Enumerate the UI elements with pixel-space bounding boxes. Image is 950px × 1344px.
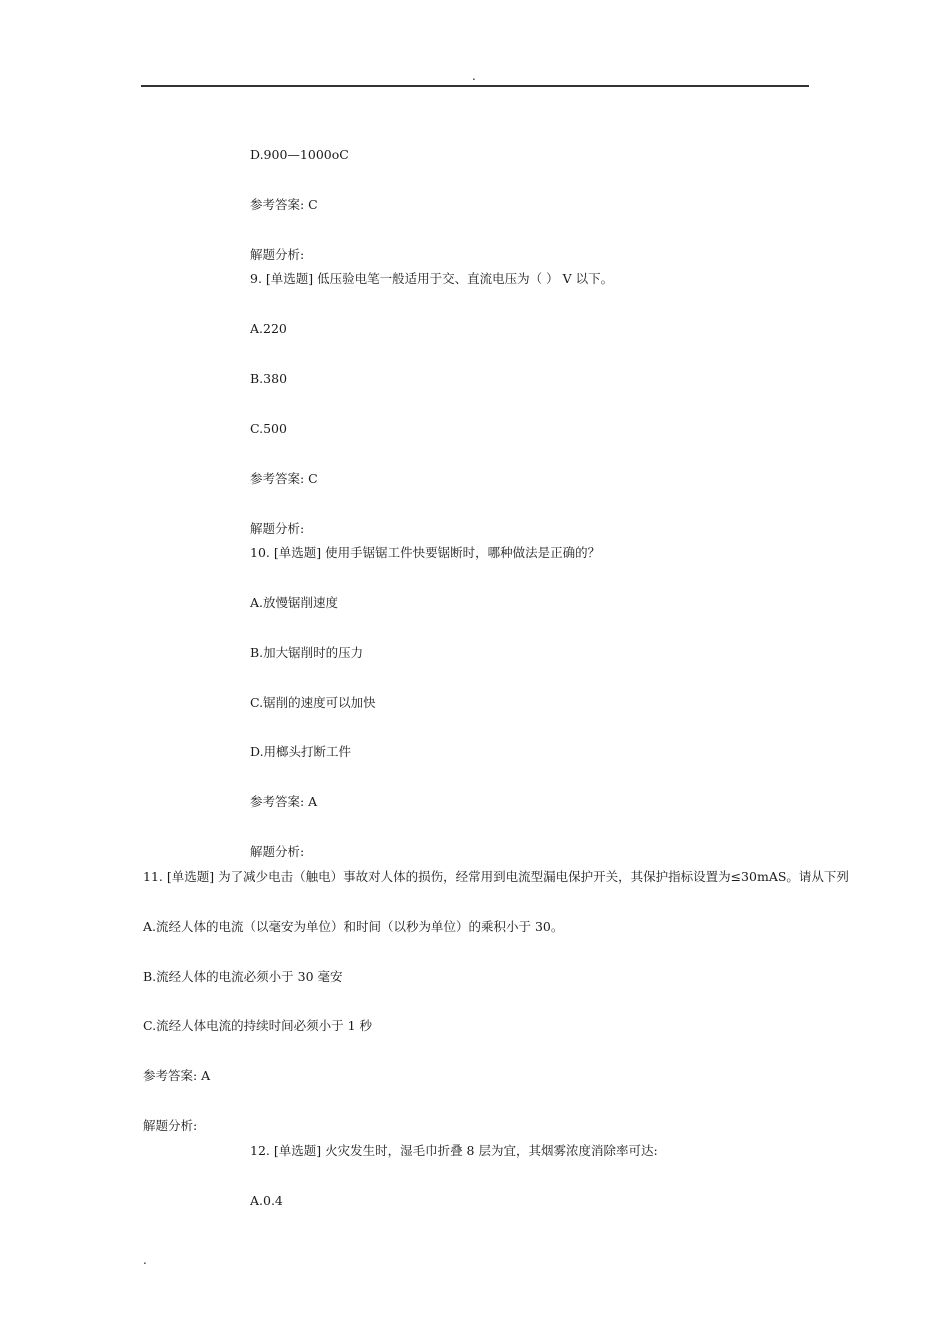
analysis-label: 解题分析: [250,247,305,262]
question-10: 10. [单选题] 使用手锯锯工件快要锯断时，哪种做法是正确的？ [250,545,601,560]
question-11: 11. [单选题] 为了减少电击（触电）事故对人体的损伤，经常用到电流型漏电保护开关，其保护指标设置为≤30mAS。请从下列 [143,869,849,884]
option-b: B.流经人体的电流必须小于 30 毫安 [143,969,343,984]
analysis-label: 解题分析: [250,521,305,536]
reference-answer: 参考答案: A [143,1068,211,1083]
option-d: D.用榔头打断工件 [250,744,352,759]
reference-answer: 参考答案: C [250,197,318,212]
option-c: C.500 [250,421,287,436]
question-9: 9. [单选题] 低压验电笔一般适用于交、直流电压为（ ） V 以下。 [250,271,614,286]
option-c: C.锯削的速度可以加快 [250,695,376,710]
analysis-label: 解题分析: [250,844,305,859]
option-b: B.380 [250,371,288,386]
option-a: A.0.4 [250,1193,283,1208]
reference-answer: 参考答案: C [250,471,318,486]
analysis-label: 解题分析: [143,1118,198,1133]
option-a: A.放慢锯削速度 [250,595,339,610]
reference-answer: 参考答案: A [250,794,318,809]
footer-mark: . [143,1253,147,1267]
option-b: B.加大锯削时的压力 [250,645,364,660]
option-d: D.900—1000oC [250,147,349,162]
header-mark: . [472,69,476,83]
option-c: C.流经人体电流的持续时间必须小于 1 秒 [143,1018,372,1033]
option-a: A.流经人体的电流（以毫安为单位）和时间（以秒为单位）的乘积小于 30。 [143,919,564,934]
header-rule [141,85,809,87]
option-a: A.220 [250,321,287,336]
question-12: 12. [单选题] 火灾发生时，湿毛巾折叠 8 层为宜，其烟雾浓度消除率可达: [250,1143,658,1158]
